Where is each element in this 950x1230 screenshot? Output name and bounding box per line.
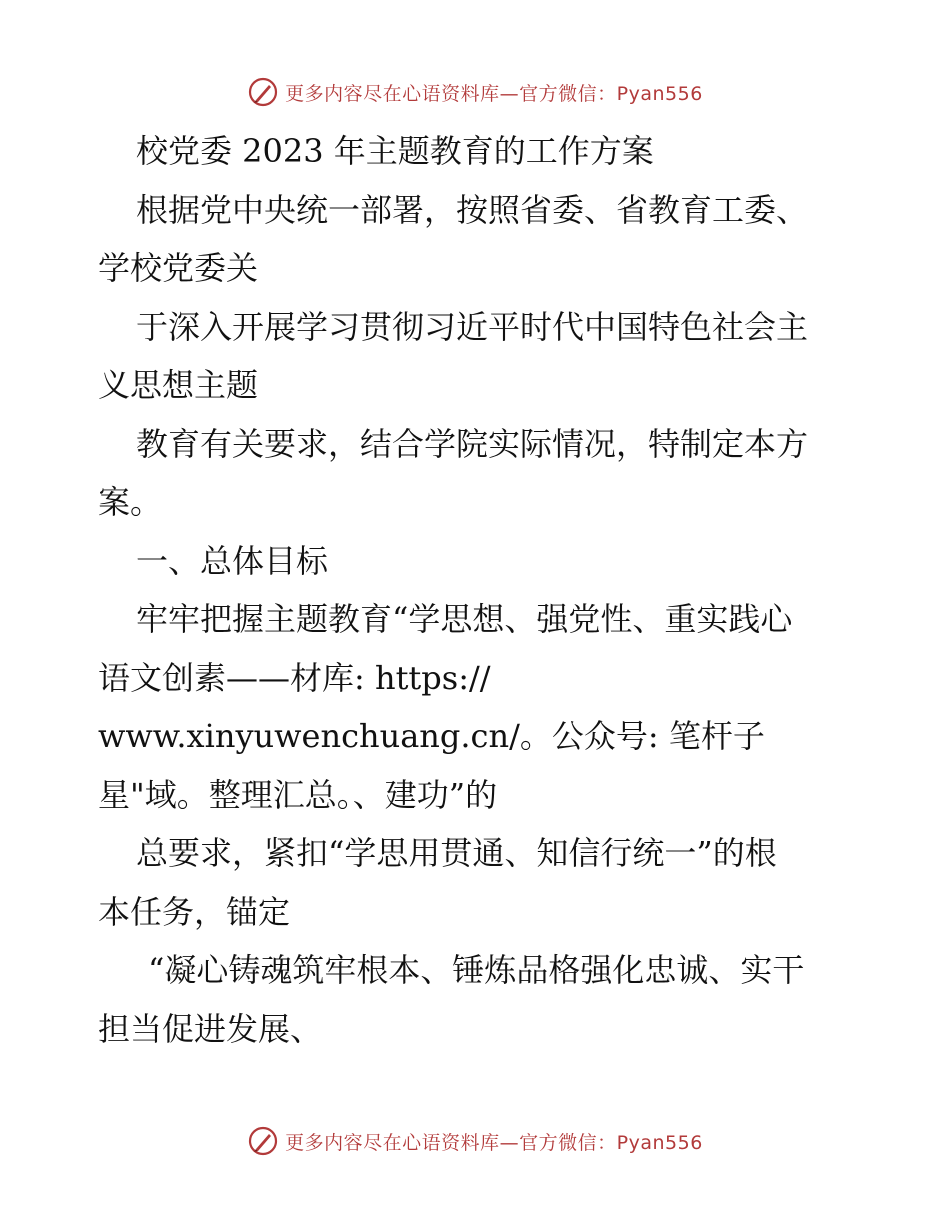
- paragraph-line: “凝心铸魂筑牢根本、锤炼品格强化忠诚、实干: [148, 951, 805, 989]
- watermark-banner-bottom: [0, 1121, 950, 1161]
- paragraph-line: 星"域。整理汇总。、建功”的: [98, 775, 498, 814]
- watermark-text: 更多内容尽在心语资料库—官方微信：Pyan556: [285, 1131, 703, 1154]
- paragraph-line: 语文创素——材库: https://: [98, 658, 491, 697]
- paragraph-line: 根据党中央统一部署，按照省委、省教育工委、: [136, 190, 809, 229]
- watermark-banner-top: [0, 72, 950, 112]
- paragraph-line: 担当促进发展、: [98, 1009, 323, 1048]
- paragraph-line: 牢牢把握主题教育“学思想、强党性、重实践心: [136, 600, 793, 638]
- doc-title: 校党委 2023 年主题教育的工作方案: [136, 132, 654, 170]
- paragraph-line: 于深入开展学习贯彻习近平时代中国特色社会主: [136, 307, 809, 346]
- paragraph-line: www.xinyuwenchuang.cn/。公众号: 笔杆子: [98, 717, 765, 755]
- paragraph-line: 总要求，紧扣“学思用贯通、知信行统一”的根: [136, 834, 777, 872]
- pen-quill-icon: [247, 76, 279, 108]
- section-heading: 一、总体目标: [136, 541, 329, 580]
- paragraph-line: 本任务，锚定: [98, 892, 291, 931]
- pen-quill-icon: [247, 1125, 279, 1157]
- watermark-text: 更多内容尽在心语资料库—官方微信：Pyan556: [285, 82, 703, 105]
- paragraph-line: 学校党委关: [98, 249, 259, 287]
- paragraph-line: 教育有关要求，结合学院实际情况，特制定本方: [136, 424, 809, 463]
- paragraph-line: 案。: [98, 483, 163, 521]
- document-body: [98, 122, 858, 1058]
- paragraph-line: 义思想主题: [98, 366, 259, 404]
